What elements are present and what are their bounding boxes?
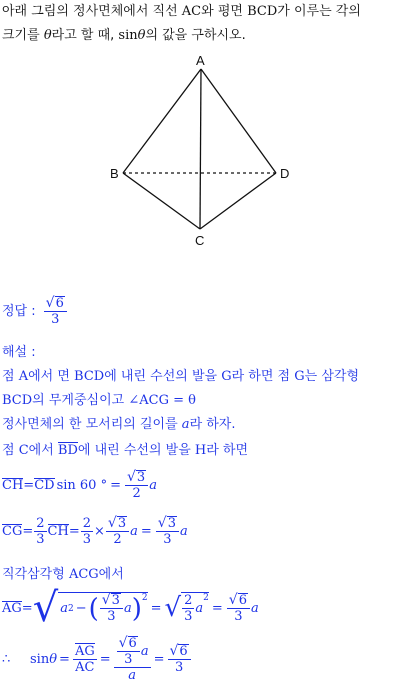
text: 에서 bbox=[28, 443, 58, 458]
tetrahedron-figure bbox=[0, 0, 400, 260]
fraction: √ 3 3 bbox=[156, 516, 179, 547]
edge-cd bbox=[200, 173, 276, 229]
radicand: 3 bbox=[136, 470, 146, 485]
radicand: 6 bbox=[128, 636, 137, 651]
fraction: √ 3 2 bbox=[125, 470, 148, 501]
var-a: a bbox=[140, 644, 149, 659]
question-text: 의 값을 구하시오. bbox=[145, 28, 246, 43]
text: 의 무게중심이고 bbox=[32, 393, 129, 408]
text: 라 하자. bbox=[189, 417, 236, 432]
compound-fraction bbox=[114, 636, 151, 683]
sin-60: sin 60 ° bbox=[56, 478, 108, 493]
question-text: 크기를 bbox=[2, 28, 44, 43]
equals: = bbox=[21, 600, 33, 616]
fraction: √ 6 3 bbox=[227, 593, 250, 624]
denominator: 2 bbox=[132, 486, 141, 501]
theta: θ bbox=[43, 28, 52, 43]
sqrt-sign: √ bbox=[164, 593, 182, 623]
denominator: 3 bbox=[36, 532, 45, 547]
question-text: 아래 그림의 정사면체에서 직선 bbox=[2, 4, 182, 19]
var-a: a bbox=[130, 524, 138, 539]
text: 점 bbox=[2, 369, 19, 384]
left-paren: ( bbox=[88, 593, 99, 624]
numerator: 2 bbox=[82, 516, 92, 531]
text: 에 내린 수선의 발을 bbox=[77, 443, 195, 458]
theta: θ bbox=[49, 652, 58, 667]
edge-ac bbox=[200, 69, 201, 229]
text: 점 bbox=[2, 443, 19, 458]
radicand-expression bbox=[58, 592, 147, 624]
segment-cg: CG bbox=[2, 524, 23, 539]
fraction bbox=[81, 516, 93, 547]
minus: − bbox=[75, 601, 87, 616]
solution-label: 해설 : bbox=[2, 345, 36, 360]
equation-ch bbox=[2, 470, 157, 501]
point-g: G bbox=[294, 369, 305, 384]
text: 라 하면 점 bbox=[231, 369, 295, 384]
radicand: 6 bbox=[179, 644, 188, 659]
vertex-d-label: D bbox=[280, 166, 290, 181]
sin: sin bbox=[118, 28, 138, 43]
var-a: a bbox=[123, 601, 132, 616]
equation-cg bbox=[2, 516, 188, 547]
equals: = bbox=[99, 652, 111, 667]
vertex-a-label: A bbox=[196, 53, 205, 68]
equals: = bbox=[150, 600, 162, 616]
exponent: 2 bbox=[203, 593, 209, 603]
text: 에서 bbox=[98, 567, 124, 582]
answer-radicand: 6 bbox=[55, 296, 64, 311]
equals: = bbox=[140, 524, 152, 539]
radicand: 3 bbox=[167, 516, 176, 531]
plane-bcd: BCD bbox=[74, 369, 105, 384]
var-a: a bbox=[180, 524, 188, 539]
var-a: a bbox=[250, 600, 259, 616]
point-a: A bbox=[18, 369, 29, 384]
segment-ch: CH bbox=[2, 478, 24, 493]
denominator: 2 bbox=[113, 532, 122, 547]
numerator: 2 bbox=[184, 593, 193, 608]
segment-bd: BD bbox=[57, 443, 78, 458]
equals: = bbox=[22, 524, 34, 539]
var-a: a bbox=[195, 601, 204, 616]
answer-line bbox=[2, 296, 68, 327]
equals: = bbox=[59, 652, 70, 667]
var-a: a bbox=[181, 417, 190, 432]
fraction: √ 6 3 bbox=[117, 636, 140, 667]
fraction: √ 3 2 bbox=[106, 516, 129, 547]
radicand: 6 bbox=[238, 592, 247, 608]
segment-ch: CH bbox=[47, 524, 69, 539]
text: 정사면체의 한 모서리의 길이를 bbox=[2, 417, 182, 432]
fraction bbox=[73, 644, 97, 675]
equals: = bbox=[23, 478, 35, 493]
solution-line-1 bbox=[2, 368, 359, 386]
answer-denominator: 3 bbox=[51, 312, 60, 327]
vertex-c-label: C bbox=[195, 233, 205, 248]
denominator: 3 bbox=[82, 532, 92, 547]
radicand: 3 bbox=[111, 593, 120, 608]
radicand-expression bbox=[181, 592, 209, 624]
edge-bc bbox=[123, 173, 200, 229]
point-c: C bbox=[18, 443, 29, 458]
question-text: 라고 할 때, bbox=[51, 28, 119, 43]
point-h: H bbox=[194, 443, 207, 458]
denominator: 3 bbox=[234, 608, 243, 624]
angle-acg: ∠ACG = θ bbox=[128, 393, 196, 408]
fraction bbox=[34, 516, 46, 547]
text: 에 내린 수선의 발을 bbox=[104, 369, 222, 384]
equals: = bbox=[110, 478, 121, 493]
therefore: ∴ bbox=[2, 652, 11, 667]
segment-ag: AG bbox=[74, 644, 95, 659]
radicand: 3 bbox=[117, 516, 127, 531]
text: 에서 면 bbox=[28, 369, 75, 384]
equals: = bbox=[153, 652, 165, 667]
edge-ab bbox=[123, 69, 201, 173]
times: × bbox=[94, 524, 105, 539]
theta: θ bbox=[137, 28, 146, 43]
question-text: 가 이루는 각의 bbox=[277, 4, 361, 19]
solution-line-4 bbox=[2, 442, 248, 460]
edge-ad bbox=[201, 69, 276, 173]
fraction: √ 6 3 bbox=[168, 644, 191, 675]
exponent: 2 bbox=[141, 593, 148, 603]
var-a: a bbox=[149, 478, 157, 493]
equals: = bbox=[211, 600, 223, 616]
question-text: 와 평면 bbox=[201, 4, 248, 19]
plane-bcd: BCD bbox=[247, 4, 278, 19]
segment-cd: CD bbox=[34, 478, 55, 493]
text: 직각삼각형 bbox=[2, 567, 69, 582]
triangle-bcd: BCD bbox=[2, 393, 33, 408]
equals: = bbox=[68, 524, 80, 539]
right-paren: ) bbox=[131, 593, 142, 624]
equation-ag bbox=[2, 585, 259, 631]
segment-ac: AC bbox=[75, 660, 95, 675]
solution-line-2 bbox=[2, 392, 196, 410]
answer-fraction: √ 6 3 bbox=[44, 296, 67, 327]
vertex-b-label: B bbox=[110, 166, 119, 181]
sin: sin bbox=[30, 652, 50, 667]
point-g: G bbox=[221, 369, 232, 384]
denominator: 3 bbox=[163, 532, 172, 547]
answer-label: 정답 : bbox=[2, 303, 36, 319]
equation-sin-theta bbox=[2, 636, 192, 683]
denominator: 3 bbox=[184, 609, 193, 624]
line-ac: AC bbox=[181, 4, 202, 19]
numerator: 2 bbox=[36, 516, 45, 531]
denominator: 3 bbox=[124, 652, 133, 667]
triangle-acg: ACG bbox=[68, 567, 99, 582]
solution-line-5 bbox=[2, 566, 124, 584]
var-a: a bbox=[60, 601, 68, 616]
denominator: 3 bbox=[174, 660, 184, 675]
text: 라 하면 bbox=[206, 443, 249, 458]
big-sqrt-sign: √ bbox=[32, 585, 59, 631]
var-a: a bbox=[128, 668, 136, 683]
fraction bbox=[182, 593, 194, 624]
text: 는 삼각형 bbox=[304, 369, 360, 384]
segment-ag: AG bbox=[2, 600, 22, 616]
fraction: √ 3 3 bbox=[100, 593, 123, 624]
denominator: 3 bbox=[107, 609, 116, 624]
solution-line-3 bbox=[2, 416, 236, 434]
exponent: 2 bbox=[67, 603, 74, 614]
